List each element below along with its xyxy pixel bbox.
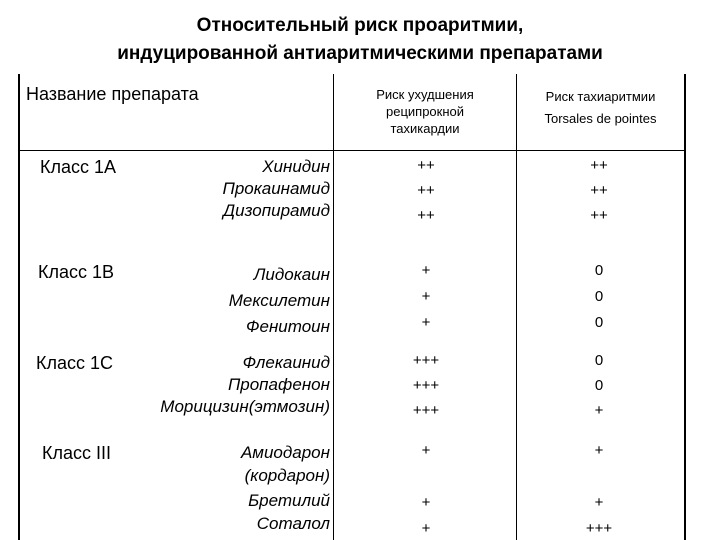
table-left-border (18, 74, 20, 540)
header-risk-torsades (517, 86, 684, 130)
drug-name: Прокаинамид (222, 179, 330, 198)
risk-reciprocal-value: ++ (417, 207, 435, 224)
risk-torsades-value: + (594, 442, 604, 459)
risk-torsades-value: 0 (594, 288, 604, 305)
class-label-3: Класс III (42, 443, 112, 463)
header-drug-name: Название препарата (26, 84, 199, 104)
risk-reciprocal-value: + (421, 442, 431, 459)
drug-name: Амиодарон (240, 443, 330, 462)
risk-torsades-value: 0 (594, 262, 604, 279)
drug-name: Соталол (256, 514, 330, 533)
title-line-2: индуцированной антиаритмическими препаратами (117, 43, 603, 64)
risk-reciprocal-value: +++ (412, 352, 440, 369)
drug-name: Лидокаин (253, 265, 330, 284)
header-separator (18, 150, 686, 151)
header-risk-torsades-line: Torsales de pointes (544, 111, 657, 126)
risk-torsades-value: + (594, 494, 604, 511)
header-risk-reciprocal-line: тахикардии (390, 121, 460, 136)
page-title (0, 12, 720, 68)
risk-torsades-value: +++ (585, 520, 613, 537)
class-label-1a: Класс 1А (40, 157, 117, 177)
class-label-1b: Класс 1В (38, 262, 115, 282)
risk-reciprocal-value: + (421, 494, 431, 511)
risk-reciprocal-value: + (421, 314, 431, 331)
table-right-border (684, 74, 686, 540)
table-divider-2 (516, 74, 517, 540)
risk-torsades-value: 0 (594, 377, 604, 394)
risk-reciprocal-value: +++ (412, 377, 440, 394)
risk-reciprocal-value: ++ (417, 182, 435, 199)
drug-name: Мексилетин (228, 291, 330, 310)
drug-name: Дизопирамид (223, 201, 330, 220)
risk-reciprocal-value: ++ (417, 157, 435, 174)
title-line-1: Относительный риск проаритмии, (196, 15, 524, 36)
drug-name: Пропафенон (227, 375, 330, 394)
risk-torsades-value: ++ (590, 207, 608, 224)
risk-torsades-value: ++ (590, 157, 608, 174)
risk-torsades-value: 0 (594, 352, 604, 369)
header-risk-reciprocal-line: реципрокной (385, 104, 465, 119)
header-risk-torsades-line: Риск тахиаритмии (545, 89, 656, 104)
header-risk-reciprocal-line: Риск ухудшения (376, 87, 474, 102)
risk-reciprocal-value: + (421, 288, 431, 305)
class-label-1c: Класс 1С (36, 353, 114, 373)
drug-name: Хинидин (262, 157, 330, 176)
risk-reciprocal-value: +++ (412, 402, 440, 419)
risk-reciprocal-value: + (421, 520, 431, 537)
drug-name: (кордарон) (244, 466, 330, 485)
risk-torsades-value: 0 (594, 314, 604, 331)
risk-reciprocal-value: + (421, 262, 431, 279)
drug-name: Флекаинид (242, 353, 330, 372)
drug-name: Фенитоин (245, 317, 330, 336)
risk-torsades-value: ++ (590, 182, 608, 199)
table-divider-1 (333, 74, 334, 540)
drug-name: Морицизин(этмозин) (160, 397, 330, 416)
risk-torsades-value: + (594, 402, 604, 419)
drug-name: Бретилий (248, 491, 330, 510)
header-risk-reciprocal (334, 86, 516, 137)
